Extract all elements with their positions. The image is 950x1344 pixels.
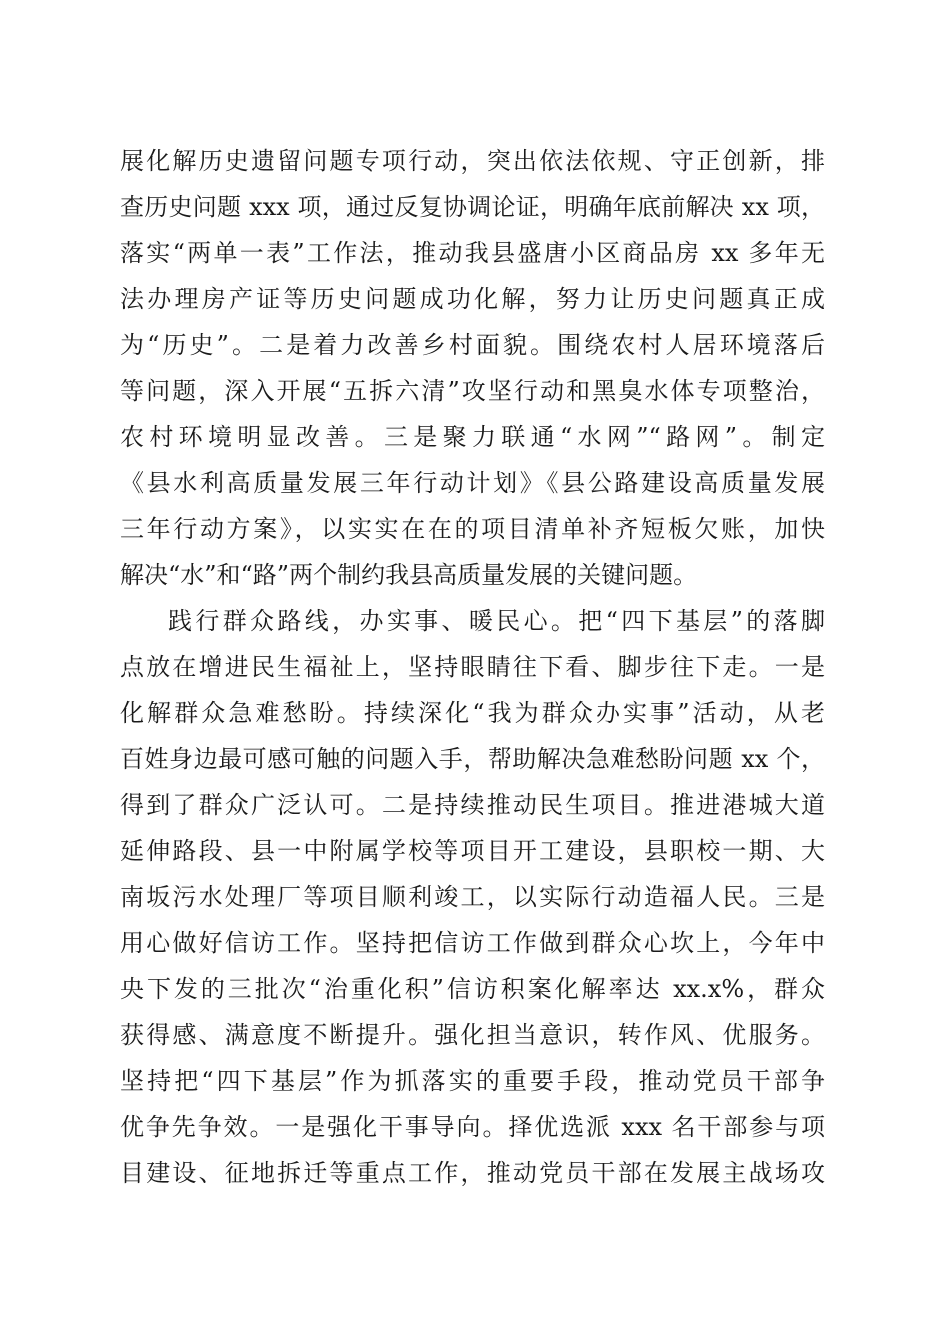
text-line: 目建设、征地拆迁等重点工作，推动党员干部在发展主战场攻 xyxy=(120,1159,825,1187)
text-line: 百姓身边最可感可触的问题入手，帮助解决急难愁盼问题 xx 个， xyxy=(120,745,825,773)
text-line: 南坂污水处理厂等项目顺利竣工，以实际行动造福人民。三是 xyxy=(120,883,825,911)
text-line: 坚持把“四下基层”作为抓落实的重要手段，推动党员干部争 xyxy=(120,1067,825,1095)
text-line: 等问题，深入开展“五拆六清”攻坚行动和黑臭水体专项整治， xyxy=(120,377,825,405)
text-line: 查历史问题 xxx 项，通过反复协调论证，明确年底前解决 xx 项， xyxy=(120,193,825,221)
text-line: 点放在增进民生福祉上，坚持眼睛往下看、脚步往下走。一是 xyxy=(120,653,825,681)
text-line: 落实“两单一表”工作法，推动我县盛唐小区商品房 xx 多年无 xyxy=(120,239,825,267)
text-line: 优争先争效。一是强化干事导向。择优选派 xxx 名干部参与项 xyxy=(120,1113,825,1141)
text-line: 获得感、满意度不断提升。强化担当意识，转作风、优服务。 xyxy=(120,1021,825,1049)
text-line: 央下发的三批次“治重化积”信访积案化解率达 xx.x%，群众 xyxy=(120,975,825,1003)
text-line: 展化解历史遗留问题专项行动，突出依法依规、守正创新，排 xyxy=(120,147,825,175)
text-line: 法办理房产证等历史问题成功化解，努力让历史问题真正成 xyxy=(120,285,825,313)
paragraph-start-line: 践行群众路线，办实事、暖民心。把“四下基层”的落脚 xyxy=(168,607,825,635)
body-text xyxy=(120,138,825,1196)
text-line: 农村环境明显改善。三是聚力联通“水网”“路网”。制定 xyxy=(120,423,825,451)
text-line: 延伸路段、县一中附属学校等项目开工建设，县职校一期、大 xyxy=(120,837,825,865)
text-line: 用心做好信访工作。坚持把信访工作做到群众心坎上，今年中 xyxy=(120,929,825,957)
text-line: 三年行动方案》，以实实在在的项目清单补齐短板欠账，加快 xyxy=(120,515,825,543)
text-line: 得到了群众广泛认可。二是持续推动民生项目。推进港城大道 xyxy=(120,791,825,819)
text-line: 《县水利高质量发展三年行动计划》《县公路建设高质量发展 xyxy=(120,469,825,497)
text-line: 化解群众急难愁盼。持续深化“我为群众办实事”活动，从老 xyxy=(120,699,825,727)
text-line: 为“历史”。二是着力改善乡村面貌。围绕农村人居环境落后 xyxy=(120,331,825,359)
paragraph-end-line: 解决“水”和“路”两个制约我县高质量发展的关键问题。 xyxy=(120,561,698,589)
